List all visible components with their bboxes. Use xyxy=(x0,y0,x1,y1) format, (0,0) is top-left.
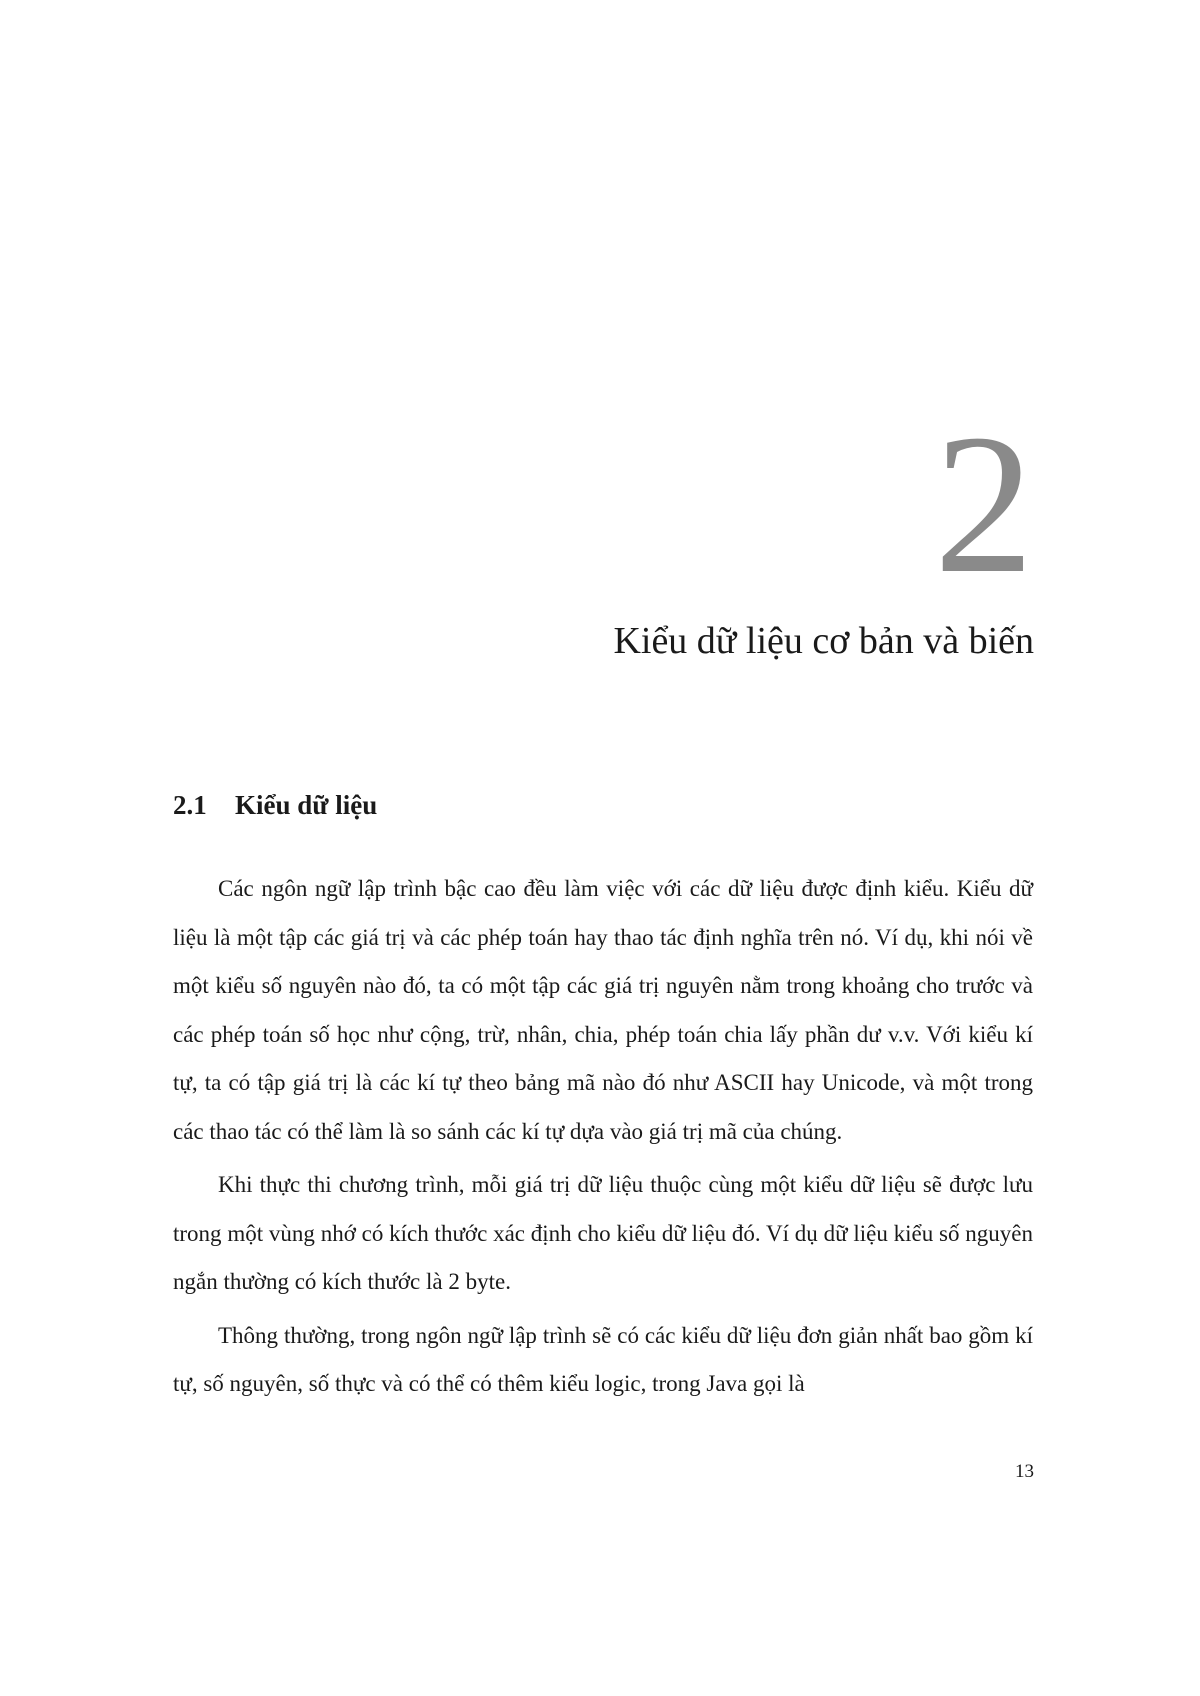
paragraph: Các ngôn ngữ lập trình bậc cao đều làm việc với các dữ liệu được định kiểu. Kiểu dữ liệu là một tập các giá trị và các phép toán hay thao tác định nghĩa trên nó. Ví dụ, khi nói về một kiểu số nguyên nào đó, ta có một tập các giá trị nguyên nằm trong khoảng cho trước và các phép toán số học như cộng, trừ, nhân, chia, phép toán chia lấy phần dư v.v. Với kiểu kí tự, ta có tập giá trị là các kí tự theo bảng mã nào đó như ASCII hay Unicode, và một trong các thao tác có thể làm là so sánh các kí tự dựa vào giá trị mã của chúng. xyxy=(173,876,1033,1144)
paragraph: Thông thường, trong ngôn ngữ lập trình sẽ có các kiểu dữ liệu đơn giản nhất bao gồm kí tự, số nguyên, số thực và có thể có thêm kiểu logic, trong Java gọi là xyxy=(173,1322,1033,1396)
section-heading xyxy=(173,787,377,823)
paragraph: Khi thực thi chương trình, mỗi giá trị dữ liệu thuộc cùng một kiểu dữ liệu sẽ được lưu trong một vùng nhớ có kích thước xác định cho kiểu dữ liệu đó. Ví dụ dữ liệu kiểu số nguyên ngắn thường có kích thước là 2 byte. xyxy=(173,1172,1033,1294)
section-title: Kiểu dữ liệu xyxy=(235,790,378,820)
chapter-title: Kiểu dữ liệu cơ bản và biến xyxy=(613,620,1034,662)
chapter-number: 2 xyxy=(934,394,1034,615)
body-text xyxy=(173,865,1033,1414)
section-number: 2.1 xyxy=(173,790,207,820)
page-number: 13 xyxy=(1015,1461,1034,1482)
